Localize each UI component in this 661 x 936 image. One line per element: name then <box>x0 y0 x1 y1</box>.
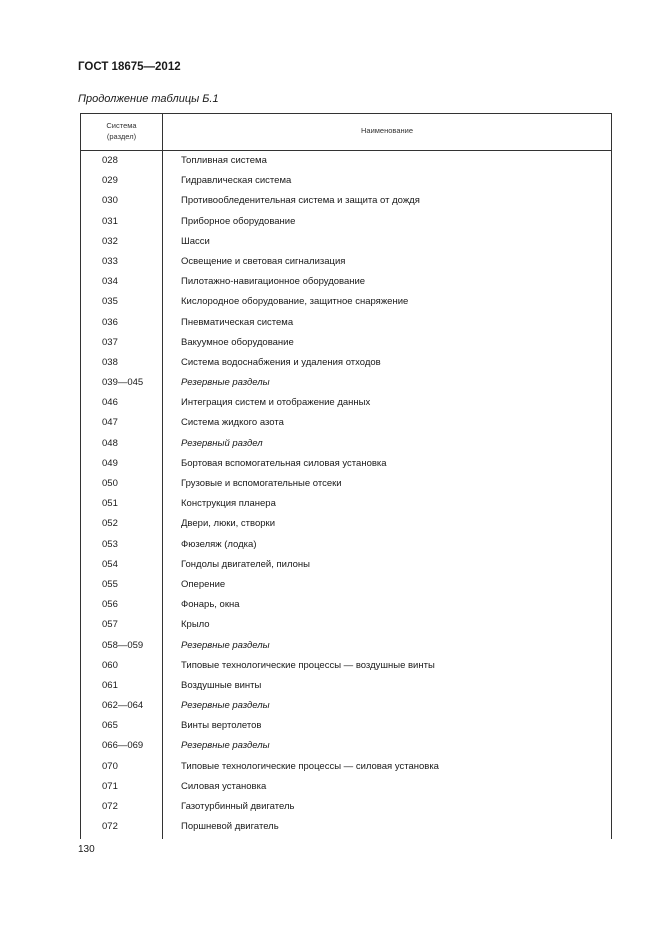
system-name: Воздушные винты <box>181 679 262 691</box>
system-code: 030 <box>102 195 118 207</box>
table-row <box>81 695 611 715</box>
system-code: 061 <box>102 679 118 691</box>
system-name: Противообледенительная система и защита от дождя <box>181 195 420 207</box>
system-code: 065 <box>102 720 118 732</box>
system-name: Силовая установка <box>181 780 267 792</box>
system-name: Шасси <box>181 235 210 247</box>
table-row <box>81 715 611 735</box>
table-row <box>81 271 611 291</box>
table-caption: Продолжение таблицы Б.1 <box>78 93 219 105</box>
page-number: 130 <box>78 844 95 855</box>
system-code: 051 <box>102 498 118 510</box>
system-name: Топливная система <box>181 155 267 166</box>
system-name: Типовые технологические процессы — силовая установка <box>181 760 439 772</box>
system-name: Двери, люки, створки <box>181 518 276 530</box>
system-code: 055 <box>102 578 118 590</box>
system-code: 060 <box>102 659 118 671</box>
document-code: ГОСТ 18675—2012 <box>78 61 181 73</box>
system-name: Фюзеляж (лодка) <box>181 538 257 550</box>
system-code: 050 <box>102 478 118 489</box>
table-row <box>81 816 611 836</box>
system-name: Оперение <box>181 578 226 590</box>
table-row <box>81 513 611 533</box>
system-name: Типовые технологические процессы — воздушные винты <box>181 659 435 671</box>
system-code: 049 <box>102 457 118 469</box>
system-name: Резервные разделы <box>181 740 270 752</box>
table-row <box>81 352 611 372</box>
system-code: 047 <box>102 417 118 429</box>
system-name: Освещение и световая сигнализация <box>181 255 346 267</box>
system-code: 052 <box>102 518 118 530</box>
table-row <box>81 372 611 392</box>
table-row <box>81 190 611 210</box>
system-name: Кислородное оборудование, защитное снаряжение <box>181 296 409 308</box>
table-row <box>81 392 611 412</box>
column-header-system <box>81 120 162 142</box>
system-name: Поршневой двигатель <box>181 821 279 833</box>
table-row <box>81 574 611 594</box>
system-code: 034 <box>102 276 118 288</box>
system-name: Система водоснабжения и удаления отходов <box>181 356 381 368</box>
table-row <box>81 291 611 311</box>
system-code: 056 <box>102 599 118 611</box>
system-code: 037 <box>102 336 118 348</box>
system-code: 072 <box>102 801 118 812</box>
system-code: 032 <box>102 235 118 247</box>
table-row <box>81 594 611 614</box>
system-code: 072 <box>102 821 118 833</box>
system-code: 046 <box>102 397 118 409</box>
table-row <box>81 453 611 473</box>
system-code: 066—069 <box>102 740 144 752</box>
table-row <box>81 170 611 190</box>
system-name: Приборное оборудование <box>181 215 296 227</box>
system-code: 058—059 <box>102 639 144 651</box>
table-row <box>81 312 611 332</box>
table-row <box>81 635 611 655</box>
system-code: 036 <box>102 316 118 328</box>
system-name: Резервный раздел <box>181 437 263 449</box>
system-name: Фонарь, окна <box>181 599 240 611</box>
system-name: Резервные разделы <box>181 639 270 651</box>
system-code: 033 <box>102 255 118 267</box>
column-header-system-label: Система <box>106 121 137 130</box>
table-row <box>81 756 611 776</box>
system-name: Вакуумное оборудование <box>181 336 294 348</box>
system-name: Пневматическая система <box>181 316 294 328</box>
system-code: 039—045 <box>102 377 144 389</box>
table-row <box>81 614 611 634</box>
table-row <box>81 735 611 755</box>
table-row <box>81 473 611 493</box>
system-name: Винты вертолетов <box>181 720 262 732</box>
table-row <box>81 554 611 574</box>
table-row <box>81 675 611 695</box>
table-row <box>81 332 611 352</box>
system-name: Газотурбинный двигатель <box>181 801 295 812</box>
system-name: Резервные разделы <box>181 700 270 712</box>
system-name: Крыло <box>181 619 210 631</box>
system-code: 053 <box>102 538 118 550</box>
system-code: 071 <box>102 780 118 792</box>
table-row <box>81 231 611 251</box>
system-code: 062—064 <box>102 700 144 712</box>
system-code: 070 <box>102 760 118 772</box>
system-name: Гидравлическая система <box>181 175 292 187</box>
system-name: Гондолы двигателей, пилоны <box>181 558 310 570</box>
systems-table <box>80 113 612 839</box>
system-name: Бортовая вспомогательная силовая установка <box>181 457 387 469</box>
system-name: Конструкция планера <box>181 498 276 510</box>
table-row <box>81 433 611 453</box>
system-name: Грузовые и вспомогательные отсеки <box>181 478 342 489</box>
table-row <box>81 796 611 816</box>
table-row <box>81 412 611 432</box>
system-name: Резервные разделы <box>181 377 270 389</box>
system-code: 057 <box>102 619 118 631</box>
table-row <box>81 150 611 170</box>
table-row <box>81 776 611 796</box>
table-row <box>81 534 611 554</box>
system-name: Пилотажно-навигационное оборудование <box>181 276 366 288</box>
system-code: 029 <box>102 175 118 187</box>
column-header-name: Наименование <box>361 126 413 135</box>
system-code: 028 <box>102 155 118 166</box>
table-body <box>81 150 611 836</box>
system-code: 031 <box>102 215 118 227</box>
table-row <box>81 493 611 513</box>
system-code: 054 <box>102 558 118 570</box>
system-code: 035 <box>102 296 118 308</box>
system-name: Интеграция систем и отображение данных <box>181 397 371 409</box>
system-code: 048 <box>102 437 118 449</box>
table-row <box>81 211 611 231</box>
table-row <box>81 655 611 675</box>
column-header-system-sublabel: (раздел) <box>106 132 137 141</box>
system-name: Система жидкого азота <box>181 417 284 429</box>
system-code: 038 <box>102 356 118 368</box>
table-row <box>81 251 611 271</box>
